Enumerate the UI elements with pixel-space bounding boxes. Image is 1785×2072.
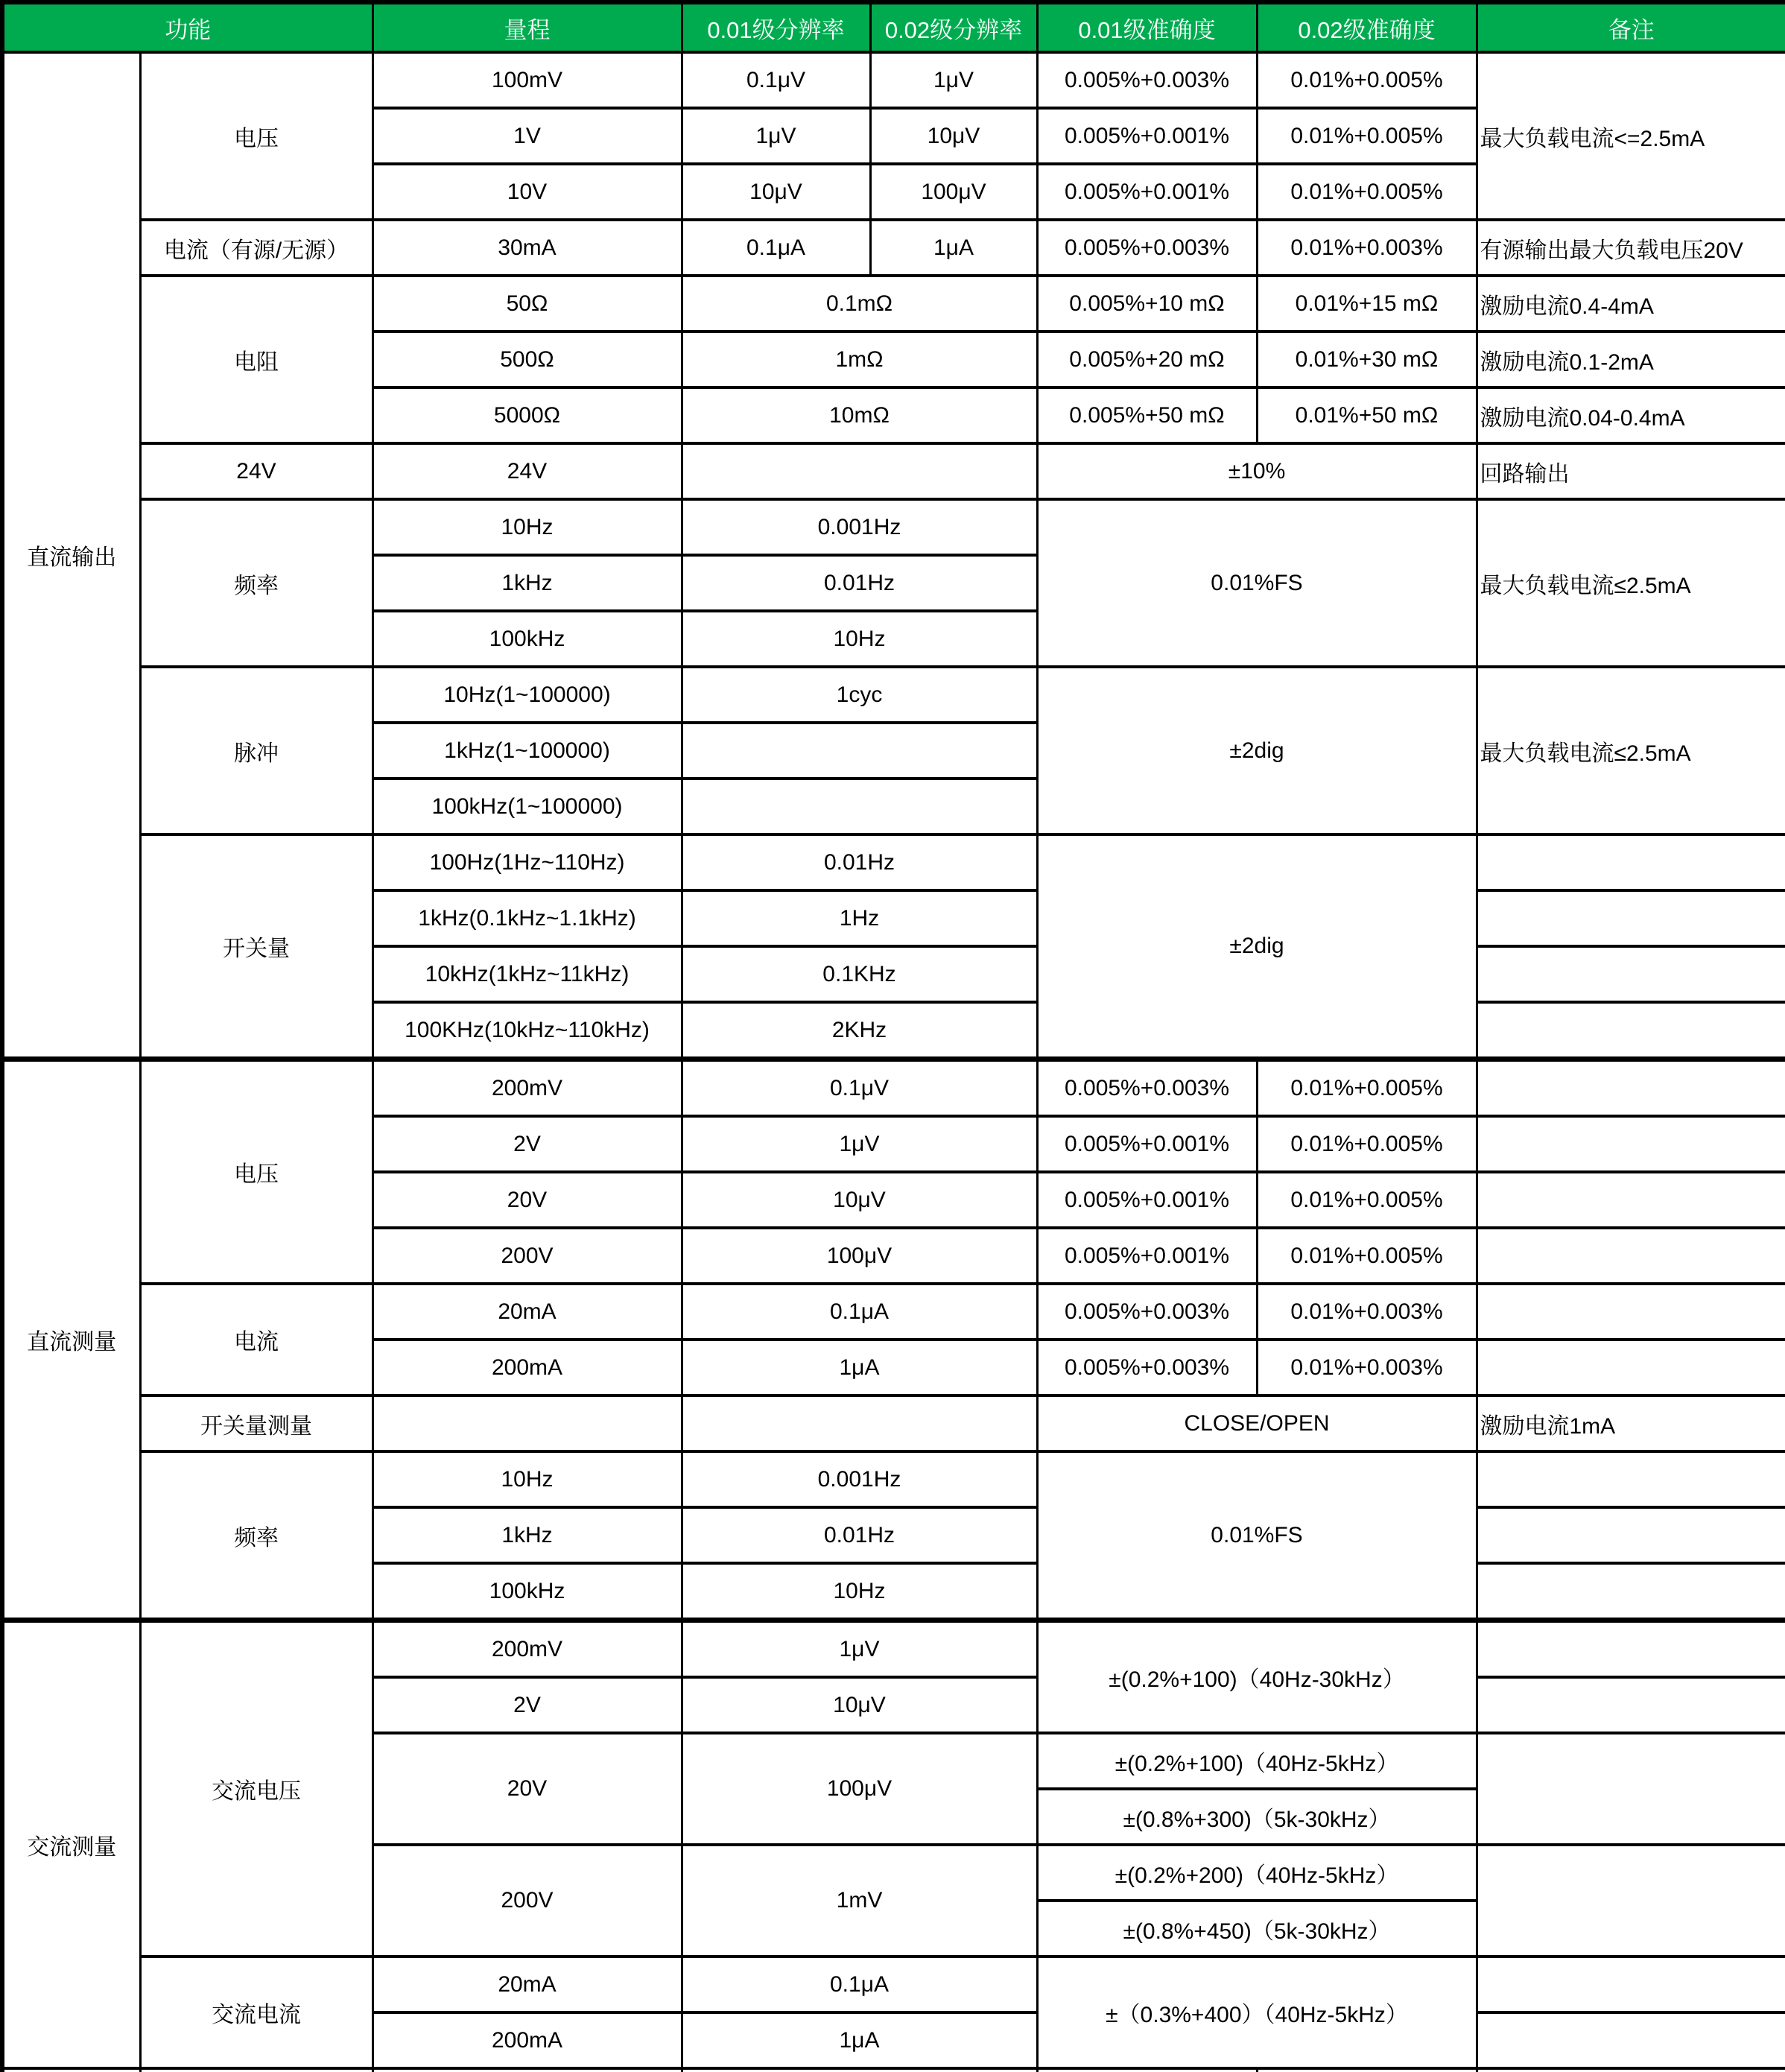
table-cell: 0.005%+0.003% bbox=[1037, 1340, 1257, 1395]
table-cell: 0.005%+50 mΩ bbox=[1037, 387, 1257, 443]
table-cell: 100mV bbox=[372, 52, 682, 108]
table-cell bbox=[1477, 834, 1785, 890]
table-cell: ±10% bbox=[1037, 443, 1477, 499]
table-header bbox=[2, 2, 1785, 52]
table-cell: 2KHz bbox=[682, 1002, 1037, 1059]
function-label: 24V bbox=[140, 443, 372, 499]
table-cell bbox=[1477, 890, 1785, 946]
function-label: 电阻 bbox=[140, 276, 372, 443]
table-cell: 20V bbox=[372, 1733, 682, 1845]
table-cell: 0.1μA bbox=[682, 1957, 1037, 2012]
table-cell: 10Hz bbox=[372, 1451, 682, 1507]
table-cell: ±(0.2%+100)（40Hz-5kHz） bbox=[1037, 1733, 1477, 1789]
table-cell: 200mV bbox=[372, 1059, 682, 1117]
table-cell: 0.005%+0.003% bbox=[1037, 52, 1257, 108]
table-cell bbox=[1477, 2012, 1785, 2068]
section-label-dc-measure: 直流测量 bbox=[2, 1059, 140, 1620]
table-row bbox=[2, 1059, 1785, 1117]
function-label: 频率 bbox=[140, 1451, 372, 1620]
table-cell: 0.1KHz bbox=[682, 946, 1037, 1002]
table-cell bbox=[1477, 1620, 1785, 1678]
table-cell: 100kHz bbox=[372, 611, 682, 667]
table-cell bbox=[1477, 1172, 1785, 1228]
table-cell: 1Hz bbox=[682, 890, 1037, 946]
header-row bbox=[2, 2, 1785, 52]
table-row bbox=[2, 1620, 1785, 1678]
table-cell: 0.005%+0.003% bbox=[1037, 1284, 1257, 1340]
table-cell: 2V bbox=[372, 1116, 682, 1172]
function-label: 脉冲 bbox=[140, 667, 372, 834]
section-label-dc-output: 直流输出 bbox=[2, 52, 140, 1059]
table-cell: ±（0.3%+400）（40Hz-5kHz） bbox=[1037, 1957, 1477, 2068]
table-cell: 0.1μA bbox=[682, 220, 870, 276]
table-cell bbox=[1477, 1733, 1785, 1845]
table-cell bbox=[1477, 1563, 1785, 1620]
table-cell: ±(0.2%+100)（40Hz-30kHz） bbox=[1037, 1620, 1477, 1734]
table-cell bbox=[1257, 2068, 1477, 2072]
table-cell: 10μV bbox=[682, 1172, 1037, 1228]
table-cell bbox=[1477, 1116, 1785, 1172]
table-cell: 24V bbox=[372, 443, 682, 499]
table-cell: 0.01%+0.005% bbox=[1257, 1116, 1477, 1172]
table-cell: 1μA bbox=[682, 1340, 1037, 1395]
table-row bbox=[2, 1284, 1785, 1340]
table-cell: 10μV bbox=[870, 108, 1037, 164]
section-label-ac-measure: 交流测量 bbox=[2, 1620, 140, 2069]
table-cell: ±(0.2%+200)（40Hz-5kHz） bbox=[1037, 1845, 1477, 1901]
table-cell: 1μV bbox=[870, 52, 1037, 108]
table-cell: 1mΩ bbox=[682, 332, 1037, 387]
table-cell: 30mA bbox=[372, 220, 682, 276]
table-cell bbox=[1477, 2068, 1785, 2072]
table-cell: 200V bbox=[372, 1845, 682, 1957]
header-function: 功能 bbox=[2, 2, 372, 52]
table-cell: 0.01%FS bbox=[1037, 1451, 1477, 1620]
table-cell bbox=[1477, 1284, 1785, 1340]
table-cell: 0.005%+0.003% bbox=[1037, 220, 1257, 276]
table-cell: 0.1μV bbox=[682, 1059, 1037, 1117]
table-row bbox=[2, 276, 1785, 332]
table-cell: 0.005%+20 mΩ bbox=[1037, 332, 1257, 387]
table-cell: 0.005%+0.001% bbox=[1037, 1116, 1257, 1172]
table-cell: 0.01%+50 mΩ bbox=[1257, 387, 1477, 443]
table-cell: 0.01%FS bbox=[1037, 499, 1477, 667]
function-label: 开关量 bbox=[140, 834, 372, 1059]
table-row bbox=[2, 1451, 1785, 1507]
table-cell: 100μV bbox=[682, 1228, 1037, 1284]
table-cell: 0.01Hz bbox=[682, 1507, 1037, 1563]
table-cell: 0.001Hz bbox=[682, 1451, 1037, 1507]
header-acc-001: 0.01级准确度 bbox=[1037, 2, 1257, 52]
table-cell: 20mA bbox=[372, 1284, 682, 1340]
table-cell: 1kHz bbox=[372, 555, 682, 611]
note-cell: 最大负载电流<=2.5mA bbox=[1477, 52, 1785, 220]
function-label: 电流 bbox=[140, 1284, 372, 1395]
header-range: 量程 bbox=[372, 2, 682, 52]
table-cell: 0.005%+10 mΩ bbox=[1037, 276, 1257, 332]
table-cell: 10Hz bbox=[372, 499, 682, 555]
table-cell bbox=[372, 2068, 682, 2072]
header-res-001: 0.01级分辨率 bbox=[682, 2, 870, 52]
table-cell: 0.01%+0.003% bbox=[1257, 1340, 1477, 1395]
table-cell bbox=[1477, 1451, 1785, 1507]
table-cell: 1μA bbox=[870, 220, 1037, 276]
table-cell: 0.005%+0.001% bbox=[1037, 164, 1257, 220]
table-cell: 200mV bbox=[372, 1620, 682, 1678]
table-cell: 0.001Hz bbox=[682, 499, 1037, 555]
table-cell: ±2dig bbox=[1037, 834, 1477, 1059]
table-row bbox=[2, 667, 1785, 723]
table-cell: 0.1μA bbox=[682, 1284, 1037, 1340]
table-cell bbox=[372, 1395, 682, 1451]
table-cell: 10mΩ bbox=[682, 387, 1037, 443]
table-cell: 100KHz(10kHz~110kHz) bbox=[372, 1002, 682, 1059]
table-row bbox=[2, 1957, 1785, 2012]
table-cell: 1kHz(1~100000) bbox=[372, 723, 682, 779]
table-cell bbox=[1477, 946, 1785, 1002]
table-cell: 5000Ω bbox=[372, 387, 682, 443]
table-cell bbox=[1477, 1228, 1785, 1284]
table-cell: 0.005%+0.003% bbox=[1037, 1059, 1257, 1117]
table-cell: 1kHz bbox=[372, 1507, 682, 1563]
table-cell: 10kHz(1kHz~11kHz) bbox=[372, 946, 682, 1002]
table-cell: 1V bbox=[372, 108, 682, 164]
table-cell bbox=[1477, 1340, 1785, 1395]
header-note: 备注 bbox=[1477, 2, 1785, 52]
table-cell bbox=[1477, 1845, 1785, 1957]
table-cell: 0.1mΩ bbox=[682, 276, 1037, 332]
table-cell: 0.01%+0.003% bbox=[1257, 1284, 1477, 1340]
table-cell: 0.01%+0.003% bbox=[1257, 220, 1477, 276]
table-cell: 200V bbox=[372, 1228, 682, 1284]
table-cell: 10Hz(1~100000) bbox=[372, 667, 682, 723]
function-label: 交流电流 bbox=[140, 1957, 372, 2068]
table-cell: 10Hz bbox=[682, 611, 1037, 667]
table-cell: 10μV bbox=[682, 164, 870, 220]
table-cell: 0.01%+0.005% bbox=[1257, 52, 1477, 108]
table-row bbox=[2, 1395, 1785, 1451]
table-cell: 0.005%+0.001% bbox=[1037, 1228, 1257, 1284]
table-cell: 0.01%+0.005% bbox=[1257, 164, 1477, 220]
table-cell: 100μV bbox=[682, 1733, 1037, 1845]
table-cell: 0.01Hz bbox=[682, 555, 1037, 611]
table-cell: 20mA bbox=[372, 1957, 682, 2012]
table-cell: 1cyc bbox=[682, 667, 1037, 723]
table-cell bbox=[1037, 2068, 1257, 2072]
table-cell: ±(0.8%+450)（5k-30kHz） bbox=[1037, 1901, 1477, 1957]
table-cell: 50Ω bbox=[372, 276, 682, 332]
table-cell: 100μV bbox=[870, 164, 1037, 220]
table-cell: 2V bbox=[372, 1677, 682, 1733]
table-cell bbox=[1477, 1677, 1785, 1733]
table-cell bbox=[682, 443, 1037, 499]
table-cell: 0.01%+0.005% bbox=[1257, 1228, 1477, 1284]
table-row bbox=[2, 2068, 1785, 2072]
table-cell: 20V bbox=[372, 1172, 682, 1228]
table-cell: ±2dig bbox=[1037, 667, 1477, 834]
table-cell: 10V bbox=[372, 164, 682, 220]
table-cell: 200mA bbox=[372, 2012, 682, 2068]
table-cell: 1μV bbox=[682, 108, 870, 164]
table-cell: 0.01%+0.005% bbox=[1257, 1172, 1477, 1228]
table-cell bbox=[2, 2068, 140, 2072]
table-cell: 10μV bbox=[682, 1677, 1037, 1733]
table-cell: 1mV bbox=[682, 1845, 1037, 1957]
header-res-002: 0.02级分辨率 bbox=[870, 2, 1037, 52]
table-cell: 1μA bbox=[682, 2012, 1037, 2068]
table-cell bbox=[682, 2068, 1037, 2072]
note-cell: 回路输出 bbox=[1477, 443, 1785, 499]
table-cell: CLOSE/OPEN bbox=[1037, 1395, 1477, 1451]
function-label: 电压 bbox=[140, 1059, 372, 1284]
table-cell: 1μV bbox=[682, 1620, 1037, 1678]
table-cell: 0.01%+0.005% bbox=[1257, 108, 1477, 164]
note-cell: 激励电流0.4-4mA bbox=[1477, 276, 1785, 332]
table-cell: 0.005%+0.001% bbox=[1037, 1172, 1257, 1228]
table-cell: 1μV bbox=[682, 1116, 1037, 1172]
table-cell: 0.1μV bbox=[682, 52, 870, 108]
table-row bbox=[2, 443, 1785, 499]
function-label: 交流电压 bbox=[140, 1620, 372, 1957]
table-cell bbox=[682, 723, 1037, 779]
header-acc-002: 0.02级准确度 bbox=[1257, 2, 1477, 52]
table-cell: 500Ω bbox=[372, 332, 682, 387]
table-cell bbox=[140, 2068, 372, 2072]
table-row bbox=[2, 499, 1785, 555]
function-label: 电流（有源/无源） bbox=[140, 220, 372, 276]
table-cell: 0.005%+0.001% bbox=[1037, 108, 1257, 164]
table-cell: 200mA bbox=[372, 1340, 682, 1395]
table-cell bbox=[1477, 1002, 1785, 1059]
note-cell: 最大负载电流≤2.5mA bbox=[1477, 667, 1785, 834]
note-cell: 最大负载电流≤2.5mA bbox=[1477, 499, 1785, 667]
table-cell: 100kHz(1~100000) bbox=[372, 779, 682, 834]
table-cell: ±(0.8%+300)（5k-30kHz） bbox=[1037, 1789, 1477, 1845]
table-cell: 100kHz bbox=[372, 1563, 682, 1620]
note-cell: 有源输出最大负载电压20V bbox=[1477, 220, 1785, 276]
table-cell bbox=[682, 779, 1037, 834]
function-label: 开关量测量 bbox=[140, 1395, 372, 1451]
note-cell: 激励电流0.1-2mA bbox=[1477, 332, 1785, 387]
table-cell: 1kHz(0.1kHz~1.1kHz) bbox=[372, 890, 682, 946]
note-cell: 激励电流0.04-0.4mA bbox=[1477, 387, 1785, 443]
table-cell: 0.01Hz bbox=[682, 834, 1037, 890]
table-cell bbox=[1477, 1957, 1785, 2012]
table-cell: 0.01%+0.005% bbox=[1257, 1059, 1477, 1117]
table-cell: 0.01%+30 mΩ bbox=[1257, 332, 1477, 387]
table-cell bbox=[682, 1395, 1037, 1451]
table-row bbox=[2, 220, 1785, 276]
table-cell bbox=[1477, 1507, 1785, 1563]
table-row bbox=[2, 834, 1785, 890]
function-label: 电压 bbox=[140, 52, 372, 220]
table-row bbox=[2, 52, 1785, 108]
note-cell: 激励电流1mA bbox=[1477, 1395, 1785, 1451]
table-body bbox=[2, 52, 1785, 2072]
table-cell: 0.01%+15 mΩ bbox=[1257, 276, 1477, 332]
function-label: 频率 bbox=[140, 499, 372, 667]
table-cell bbox=[1477, 1059, 1785, 1117]
table-cell: 10Hz bbox=[682, 1563, 1037, 1620]
table-cell: 100Hz(1Hz~110Hz) bbox=[372, 834, 682, 890]
